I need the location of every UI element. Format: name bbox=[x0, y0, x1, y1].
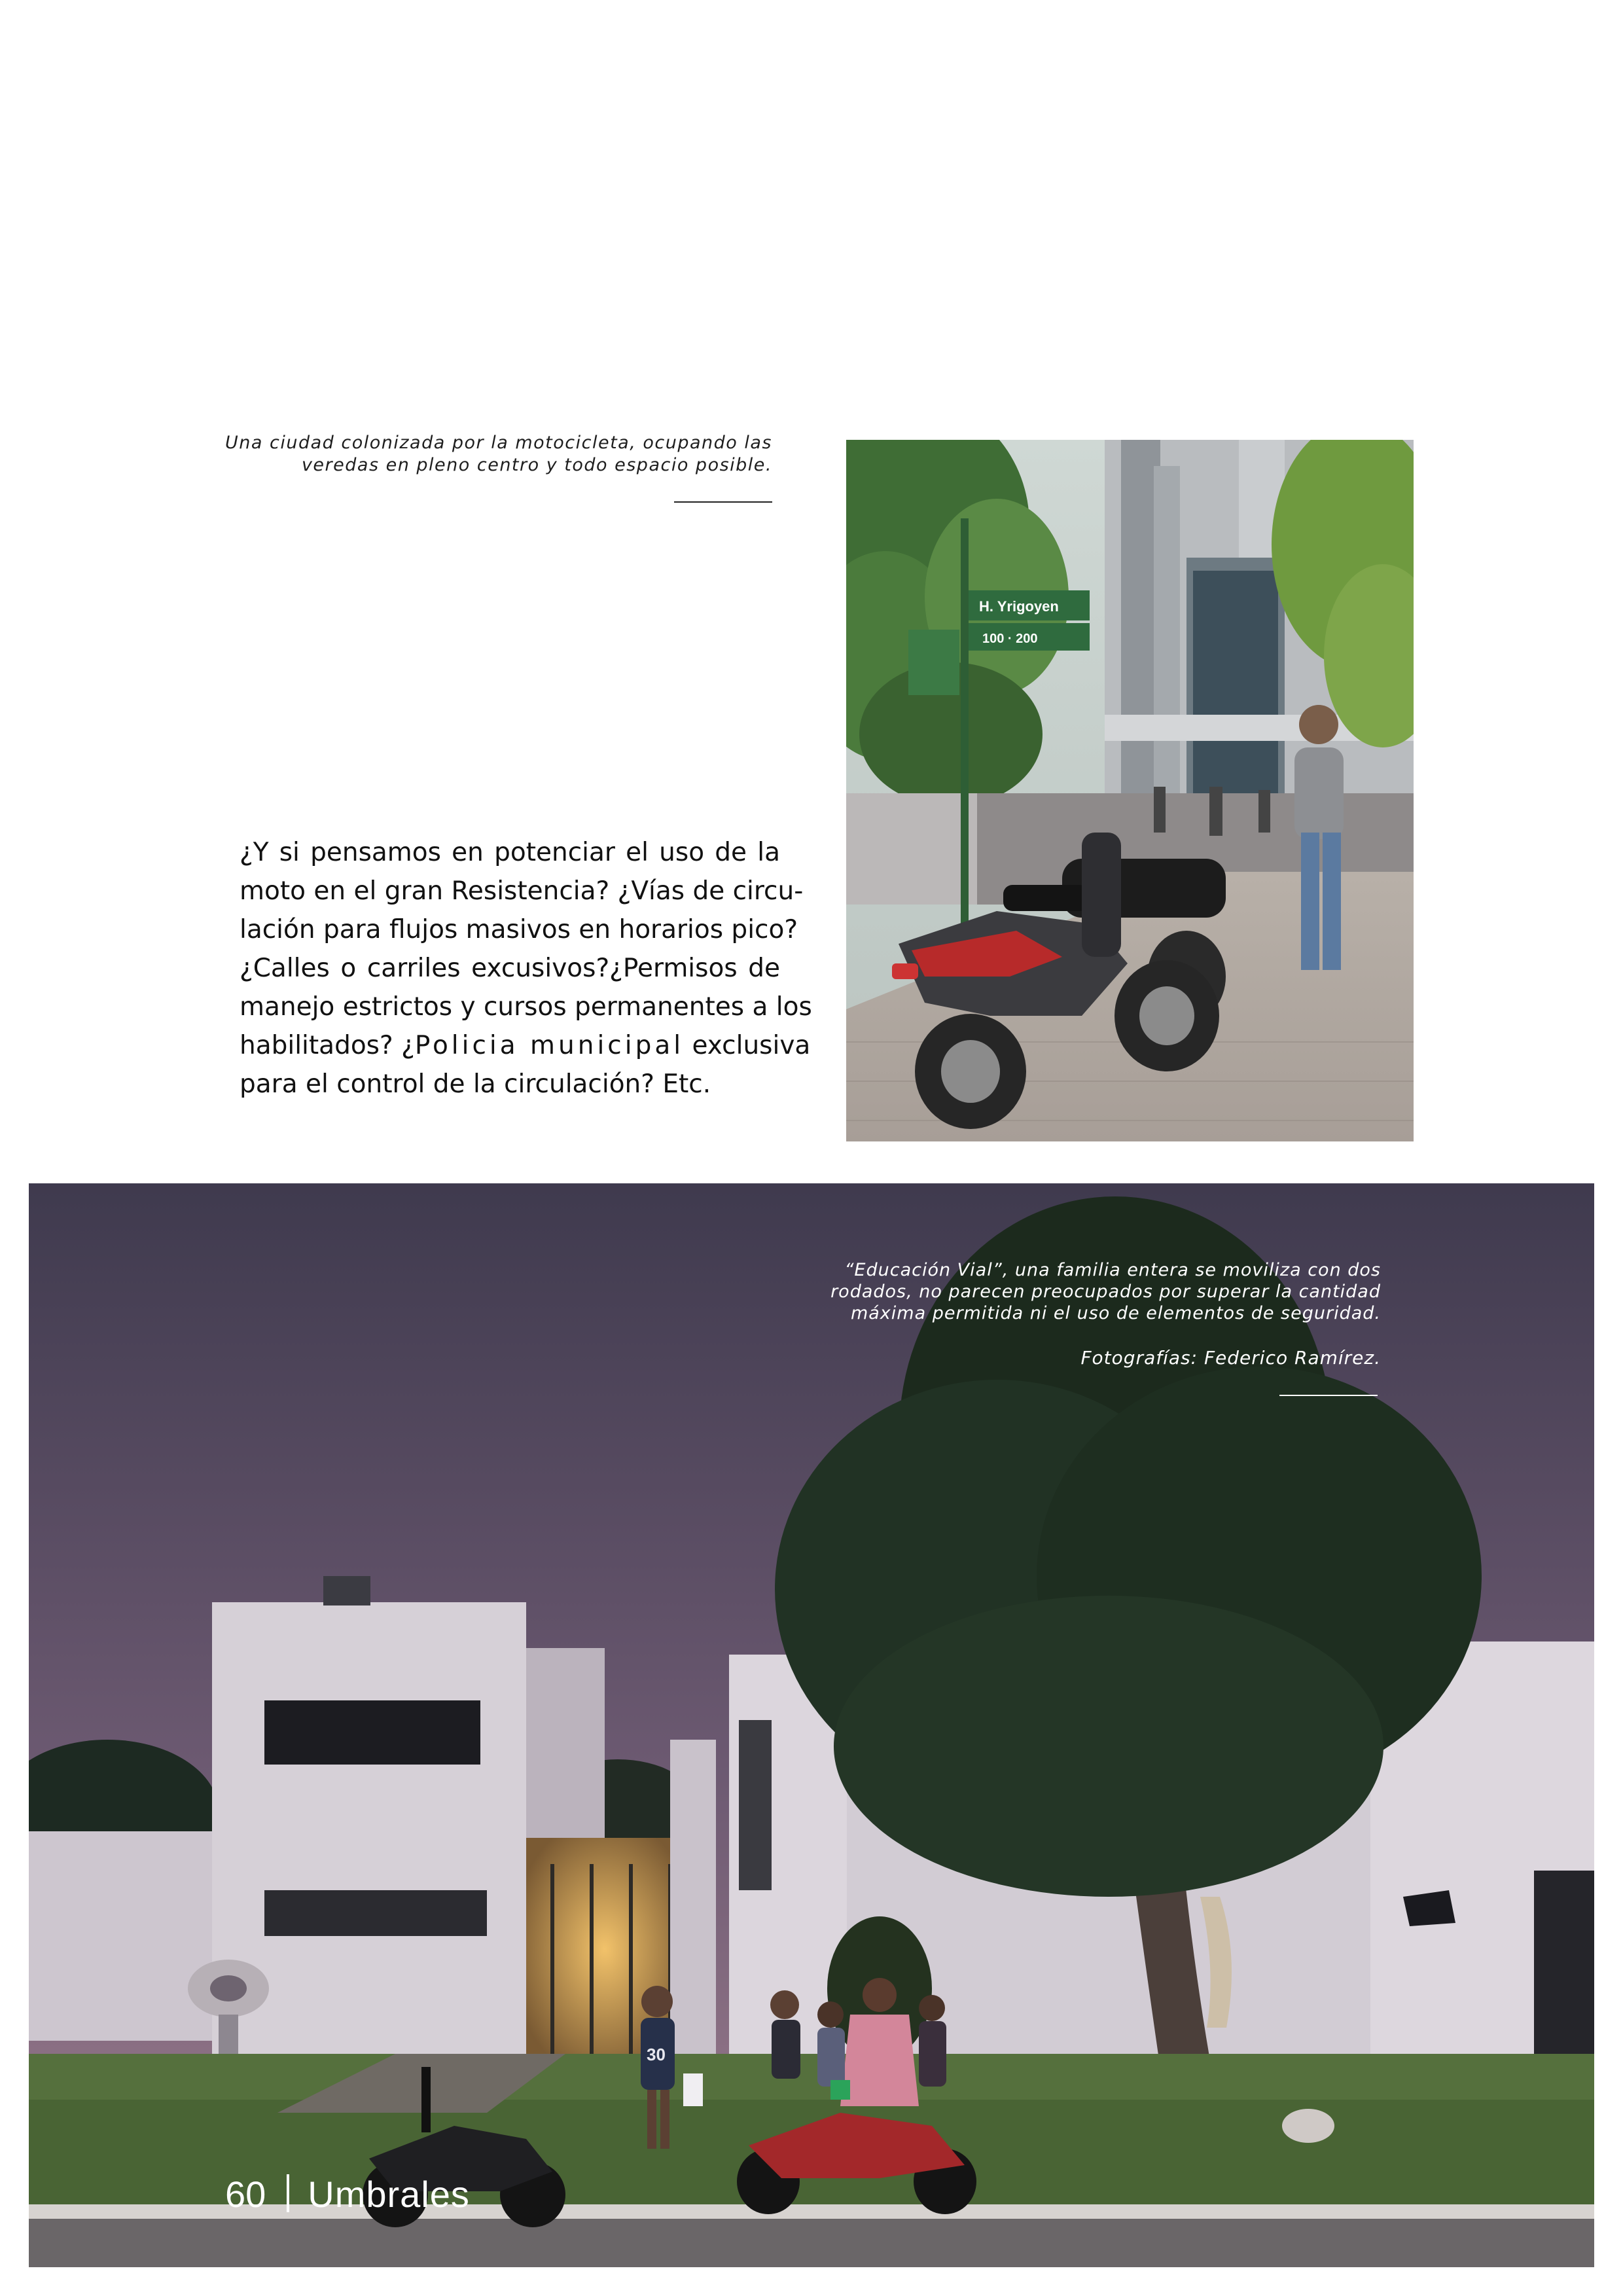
body-line-5: manejo estrictos y cursos permanentes a los bbox=[240, 992, 812, 1022]
body-line-7: para el control de la circulación? Etc. bbox=[240, 1069, 711, 1099]
caption-bottom-line-2: rodados, no parecen preocupados por superar la cantidad bbox=[830, 1282, 1381, 1302]
body-paragraph bbox=[240, 833, 812, 1103]
page-footer bbox=[225, 2172, 470, 2217]
body-line-4: ¿Calles o carriles excusivos?¿Permisos de bbox=[240, 954, 780, 983]
body-line-3: lación para flujos masivos en horarios pico? bbox=[240, 915, 798, 944]
caption-bottom-line-3: máxima permitida ni el uso de elementos de seguridad. bbox=[850, 1303, 1381, 1323]
body-line-2: moto en el gran Resistencia? ¿Vías de circu- bbox=[240, 876, 804, 906]
photo-street-motorcycles bbox=[846, 440, 1414, 1141]
photo-family-motorcycle bbox=[29, 1183, 1594, 2267]
photo-credit: Fotografías: Federico Ramírez. bbox=[1080, 1347, 1381, 1369]
magazine-title: Umbrales bbox=[308, 2174, 470, 2215]
caption-rule-bottom bbox=[1279, 1395, 1378, 1396]
caption-top-line-2: veredas en pleno centro y todo espacio posible. bbox=[301, 455, 772, 475]
body-line-1: ¿Y si pensamos en potenciar el uso de la bbox=[240, 838, 780, 867]
photo-caption-top bbox=[196, 432, 772, 476]
street-photo-illustration bbox=[846, 440, 1414, 1141]
photo-caption-bottom bbox=[785, 1259, 1381, 1324]
body-line-6 bbox=[240, 1026, 811, 1065]
street-sign-numbers: 100 · 200 bbox=[982, 632, 1038, 646]
dusk-photo-illustration bbox=[29, 1183, 1594, 2267]
jersey-number: 30 bbox=[647, 2045, 666, 2064]
body-line-6-end: exclusiva bbox=[684, 1031, 811, 1060]
street-sign-name: H. Yrigoyen bbox=[979, 598, 1059, 615]
caption-rule-top bbox=[674, 501, 772, 503]
body-line-6-spaced: Policia municipal bbox=[414, 1031, 685, 1060]
footer-separator bbox=[287, 2174, 289, 2212]
caption-top-line-1: Una ciudad colonizada por la motocicleta, ocupando las bbox=[225, 433, 772, 453]
body-line-6-start: habilitados? ¿ bbox=[240, 1031, 415, 1060]
caption-bottom-line-1: “Educación Vial”, una familia entera se moviliza con dos bbox=[844, 1260, 1381, 1280]
page-number: 60 bbox=[225, 2174, 266, 2215]
